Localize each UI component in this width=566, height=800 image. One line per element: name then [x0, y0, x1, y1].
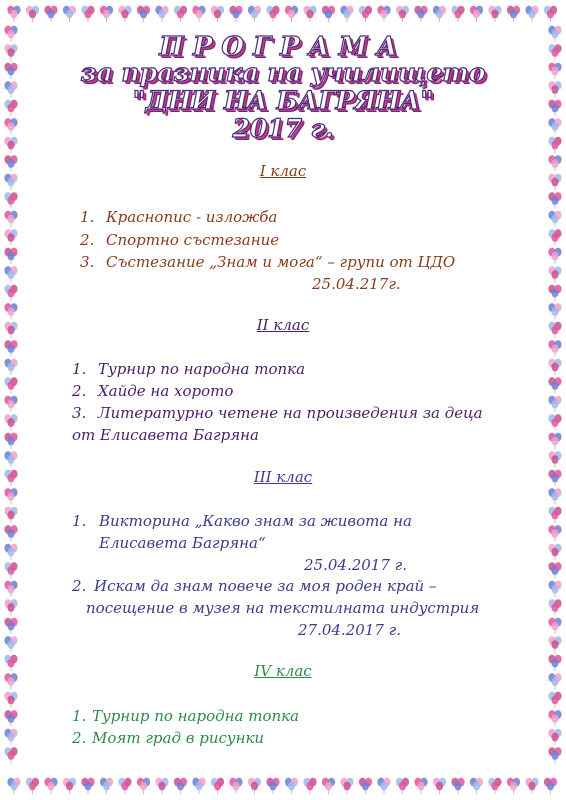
balloon-icon [4, 211, 17, 227]
balloon-icon [340, 6, 353, 22]
balloon-icon [414, 6, 427, 22]
balloon-icon [548, 433, 561, 449]
balloon-icon [548, 581, 561, 597]
balloon-icon [507, 778, 520, 794]
grade3-item-1-continuation: Елисавета Багряна“ [99, 534, 266, 552]
program-year: 2017 г. [232, 114, 334, 143]
balloon-icon [4, 44, 17, 60]
balloon-icon [548, 377, 561, 393]
balloon-icon [4, 544, 17, 560]
balloon-icon [548, 692, 561, 708]
grade1-date: 25.04.217г. [312, 275, 401, 293]
grade3-item-1: 1. Викторина „Какво знам за живота на [72, 512, 412, 530]
balloon-icon [7, 6, 20, 22]
balloon-icon [544, 778, 557, 794]
balloon-icon [63, 6, 76, 22]
balloon-icon [4, 488, 17, 504]
balloon-icon [118, 778, 131, 794]
program-subtitle: за празника на училището [80, 58, 486, 87]
balloon-icon [4, 414, 17, 430]
grade4-heading: IV клас [254, 662, 312, 680]
grade1-heading: I клас [259, 162, 307, 180]
balloon-icon [548, 44, 561, 60]
balloon-icon [81, 6, 94, 22]
balloon-icon [359, 6, 372, 22]
grade1-item-2: 2. Спортно състезание [80, 231, 280, 249]
grade2-heading: II клас [256, 316, 310, 334]
balloon-icon [192, 6, 205, 22]
balloon-icon [4, 692, 17, 708]
balloon-icon [285, 778, 298, 794]
balloon-icon [548, 544, 561, 560]
balloon-icon [548, 599, 561, 615]
grade1-item-3: 3. Състезание „Знам и мога“ – групи от ЦДО [80, 253, 456, 271]
balloon-icon [322, 6, 335, 22]
balloon-icon [63, 778, 76, 794]
balloon-icon [359, 778, 372, 794]
balloon-icon [4, 525, 17, 541]
balloon-icon [4, 229, 17, 245]
balloon-icon [470, 6, 483, 22]
balloon-icon [26, 778, 39, 794]
balloon-icon [548, 285, 561, 301]
balloon-icon [4, 118, 17, 134]
balloon-icon [377, 778, 390, 794]
balloon-icon [4, 507, 17, 523]
balloon-icon [488, 778, 501, 794]
balloon-icon [507, 6, 520, 22]
balloon-icon [248, 6, 261, 22]
balloon-icon [285, 6, 298, 22]
grade1-item-1: 1. Краснопис - изложба [80, 208, 278, 226]
grade2-item-3-continuation: от Елисавета Багряна [72, 426, 259, 444]
balloon-icon [229, 778, 242, 794]
balloon-icon [4, 359, 17, 375]
balloon-icon [548, 248, 561, 264]
balloon-icon [396, 778, 409, 794]
balloon-icon [229, 6, 242, 22]
balloon-icon [548, 414, 561, 430]
balloon-icon [548, 229, 561, 245]
balloon-icon [548, 100, 561, 116]
balloon-icon [548, 710, 561, 726]
balloon-icon [4, 377, 17, 393]
balloon-icon [192, 778, 205, 794]
balloon-icon [4, 63, 17, 79]
balloon-icon [451, 6, 464, 22]
balloon-icon [548, 137, 561, 153]
grade3-item-2: 2. Искам да знам повече за моя роден край – [72, 577, 437, 595]
grade4-item-2: 2. Моят град в рисунки [72, 729, 265, 747]
program-title: ПРОГРАМА [159, 32, 407, 62]
balloon-icon [155, 6, 168, 22]
balloon-icon [174, 778, 187, 794]
balloon-icon [377, 6, 390, 22]
grade2-item-2: 2. Хайде на хорото [72, 382, 234, 400]
balloon-icon [548, 81, 561, 97]
balloon-icon [488, 6, 501, 22]
balloon-icon [340, 778, 353, 794]
balloon-icon [174, 6, 187, 22]
grade4-item-1: 1. Турнир по народна топка [72, 707, 300, 725]
balloon-icon [548, 636, 561, 652]
balloon-icon [451, 778, 464, 794]
balloon-icon [548, 340, 561, 356]
balloon-icon [137, 778, 150, 794]
balloon-icon [4, 396, 17, 412]
balloon-icon [548, 488, 561, 504]
balloon-icon [4, 81, 17, 97]
balloon-icon [548, 26, 561, 42]
balloon-icon [548, 747, 561, 763]
balloon-icon [548, 396, 561, 412]
grade3-item-2-date: 27.04.2017 г. [298, 621, 402, 639]
balloon-icon [26, 6, 39, 22]
balloon-icon [4, 729, 17, 745]
balloon-icon [433, 6, 446, 22]
balloon-icon [548, 618, 561, 634]
balloon-icon [4, 599, 17, 615]
balloon-icon [4, 618, 17, 634]
balloon-icon [248, 778, 261, 794]
balloon-icon [4, 710, 17, 726]
balloon-icon [211, 778, 224, 794]
balloon-icon [266, 6, 279, 22]
balloon-icon [4, 266, 17, 282]
balloon-icon [4, 636, 17, 652]
balloon-icon [4, 137, 17, 153]
grade2-item-1: 1. Турнир по народна топка [72, 360, 306, 378]
balloon-icon [525, 6, 538, 22]
balloon-icon [4, 100, 17, 116]
balloon-icon [7, 778, 20, 794]
balloon-icon [548, 192, 561, 208]
balloon-icon [548, 63, 561, 79]
balloon-icon [4, 562, 17, 578]
balloon-icon [118, 6, 131, 22]
balloon-icon [525, 778, 538, 794]
grade2-item-3: 3. Литературно четене на произведения за деца [72, 404, 483, 422]
balloon-icon [548, 118, 561, 134]
balloon-icon [548, 359, 561, 375]
balloon-icon [548, 266, 561, 282]
balloon-icon [81, 778, 94, 794]
balloon-icon [303, 6, 316, 22]
balloon-icon [4, 192, 17, 208]
balloon-icon [4, 248, 17, 264]
balloon-icon [4, 747, 17, 763]
balloon-icon [548, 211, 561, 227]
balloon-icon [4, 285, 17, 301]
balloon-icon [548, 525, 561, 541]
balloon-icon [100, 6, 113, 22]
balloon-icon [4, 433, 17, 449]
balloon-icon [211, 6, 224, 22]
balloon-icon [266, 778, 279, 794]
balloon-icon [470, 778, 483, 794]
balloon-icon [44, 6, 57, 22]
balloon-icon [548, 562, 561, 578]
balloon-icon [4, 26, 17, 42]
grade3-item-2-continuation: посещение в музея на текстилната индустрия [86, 599, 480, 617]
balloon-icon [303, 778, 316, 794]
balloon-icon [44, 778, 57, 794]
balloon-icon [548, 451, 561, 467]
festival-name: "ДНИ НА БАГРЯНА" [132, 86, 434, 115]
grade3-heading: III клас [253, 468, 313, 486]
balloon-icon [4, 340, 17, 356]
balloon-icon [4, 451, 17, 467]
balloon-icon [548, 729, 561, 745]
balloon-icon [137, 6, 150, 22]
balloon-icon [433, 778, 446, 794]
balloon-icon [100, 778, 113, 794]
balloon-icon [4, 581, 17, 597]
balloon-icon [396, 6, 409, 22]
balloon-icon [155, 778, 168, 794]
balloon-icon [414, 778, 427, 794]
balloon-icon [544, 6, 557, 22]
balloon-icon [548, 507, 561, 523]
balloon-icon [322, 778, 335, 794]
grade3-item-1-date: 25.04.2017 г. [304, 556, 408, 574]
